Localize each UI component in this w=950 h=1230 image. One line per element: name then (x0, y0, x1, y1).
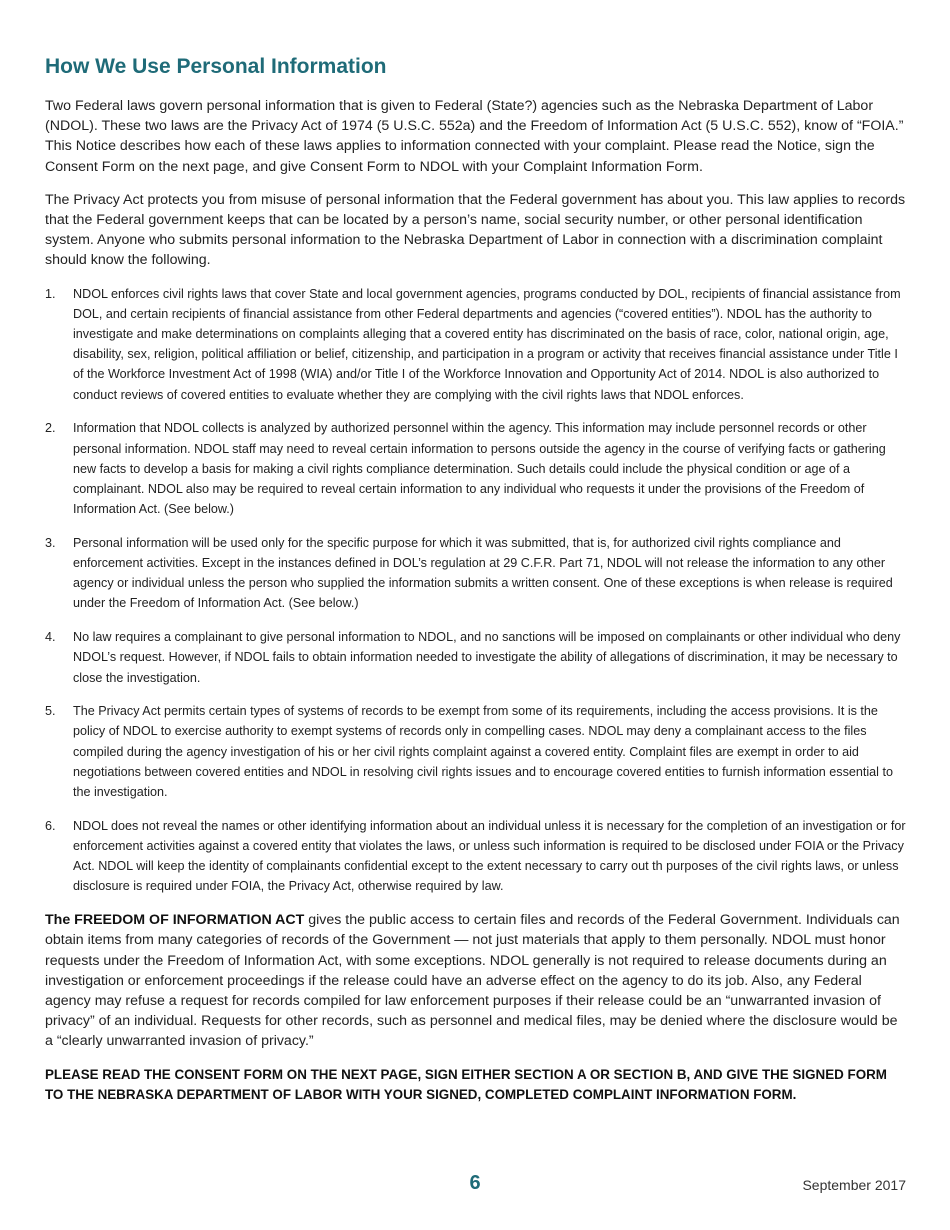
list-item (45, 418, 907, 519)
list-item-text: NDOL enforces civil rights laws that cover State and local government agencies, programs conducted by DOL, recipients of financial assistance from DOL, and certain recipients of financial assistance from other Federal departments and agencies (“covered entities”). NDOL has the authority to investigate and make determinations on complaints alleging that a covered entity has discriminated on the basis of race, color, national origin, age, disability, sex, religion, political affiliation or belief, citizenship, and participation in a program or activity that receives financial assistance under Title I of the Workforce Investment Act of 1998 (WIA) and/or Title I of the Workforce Innovation and Opportunity Act of 2014. NDOL is also authorized to conduct reviews of covered entities to evaluate whether they are complying with the civil rights laws that NDOL enforces. (73, 286, 901, 402)
list-item-number: 5. (45, 704, 56, 719)
consent-notice: PLEASE READ THE CONSENT FORM ON THE NEXT PAGE, SIGN EITHER SECTION A OR SECTION B, AND GIVE THE SIGNED FORM TO THE NEBRASKA DEPARTMENT OF LABOR WITH YOUR SIGNED, COMPLETED COMPLAINT INFORMATION FORM. (45, 1066, 887, 1102)
list-item (45, 627, 907, 688)
list-item-number: 4. (45, 630, 56, 645)
foia-lead: The FREEDOM OF INFORMATION ACT (45, 912, 305, 929)
list-item-number: 3. (45, 535, 56, 550)
list-item (45, 533, 907, 614)
foia-text: gives the public access to certain files and records of the Federal Government. Individuals can obtain items from many categories of records of the Government — not just materials that apply to them personally. NDOL must honor requests under the Freedom of Information Act, with some exceptions. NDOL generally is not required to release documents during an investigation or enforcement proceedings if the release could have an adverse effect on the agency to do its job. Also, any Federal agency may refuse a request for records compiled for law enforcement purposes if their release could be an “unwarranted invasion of privacy” of an individual. Requests for other records, such as personnel and medical files, may be denied where the disclosure would be a “clearly unwarranted invasion of privacy.” (45, 912, 900, 1050)
list-item (45, 816, 907, 897)
list-item-text: No law requires a complainant to give personal information to NDOL, and no sanctions will be imposed on complainants or other individual who deny NDOL’s request. However, if NDOL fails to obtain information needed to investigate the ability of allegations of discrimination, it may be necessary to close the investigation. (73, 630, 901, 685)
foia-paragraph (45, 910, 907, 1051)
list-item-text: The Privacy Act permits certain types of systems of records to be exempt from some of its requirements, including the access provisions. It is the policy of NDOL to exercise authority to exempt systems of records only in compelling cases. NDOL may deny a complainant access to the files compiled during the agency investigation of his or her civil rights complaint against a covered entity. Complaint files are exempt in order to aid negotiations between covered entities and NDOL in resolving civil rights issues and to encourage covered entities to furnish information essential to the investigation. (73, 704, 893, 800)
intro-paragraph-1: Two Federal laws govern personal information that is given to Federal (State?) agencies such as the Nebraska Department of Labor (NDOL). These two laws are the Privacy Act of 1974 (5 U.S.C. 552a) and the Freedom of Information Act (5 U.S.C. 552), know of “FOIA.” This Notice describes how each of these laws applies to information connected with your complaint. Please read the Notice, sign the Consent Form on the next page, and give Consent Form to NDOL with your Complaint Information Form. (45, 98, 904, 175)
intro-paragraph-2: The Privacy Act protects you from misuse of personal information that the Federal government has about you. This law applies to records that the Federal government keeps that can be located by a person’s name, social security number, or other personal identification system. Anyone who submits personal information to the Nebraska Department of Labor in connection with a discrimination complaint should know the following. (45, 191, 906, 269)
list-item (45, 701, 907, 802)
list-item-text: Information that NDOL collects is analyzed by authorized personnel within the agency. This information may include personnel records or other personal information. NDOL staff may need to reveal certain information to persons outside the agency in the course of verifying facts or gathering new facts to develop a basis for making a civil rights compliance determination. Such details could include the physical condition or age of a complainant. NDOL also may be required to reveal certain information to any individual who requests it under the provisions of the Freedom of Information Act. (See below.) (73, 421, 886, 517)
list-item-number: 1. (45, 286, 56, 301)
list-item-text: NDOL does not reveal the names or other identifying information about an individual unless it is necessary for the completion of an investigation or for enforcement activities against a covered entity that violates the laws, or unless such information is required to be disclosed under FOIA or the Privacy Act. NDOL will keep the identity of complainants confidential except to the extent necessary to carry out th purposes of the civil rights laws, or unless disclosure is required under FOIA, the Privacy Act, otherwise required by law. (73, 818, 906, 894)
list-item (45, 284, 907, 405)
page-title: How We Use Personal Information (45, 55, 387, 78)
privacy-act-list (45, 284, 907, 897)
list-item-number: 2. (45, 421, 56, 436)
document-page (45, 52, 907, 1105)
list-item-text: Personal information will be used only for the specific purpose for which it was submitted, that is, for authorized civil rights compliance and enforcement activities. Except in the instances defined in DOL’s regulation at 29 C.F.R. Part 71, NDOL will not release the information to any other agency or individual unless the person who supplied the information submits a written consent. One of these exceptions is when release is required under the Freedom of Information Act. (See below.) (73, 535, 893, 611)
page-number: 6 (469, 1172, 481, 1194)
footer-date: September 2017 (802, 1177, 906, 1193)
list-item-number: 6. (45, 818, 56, 833)
